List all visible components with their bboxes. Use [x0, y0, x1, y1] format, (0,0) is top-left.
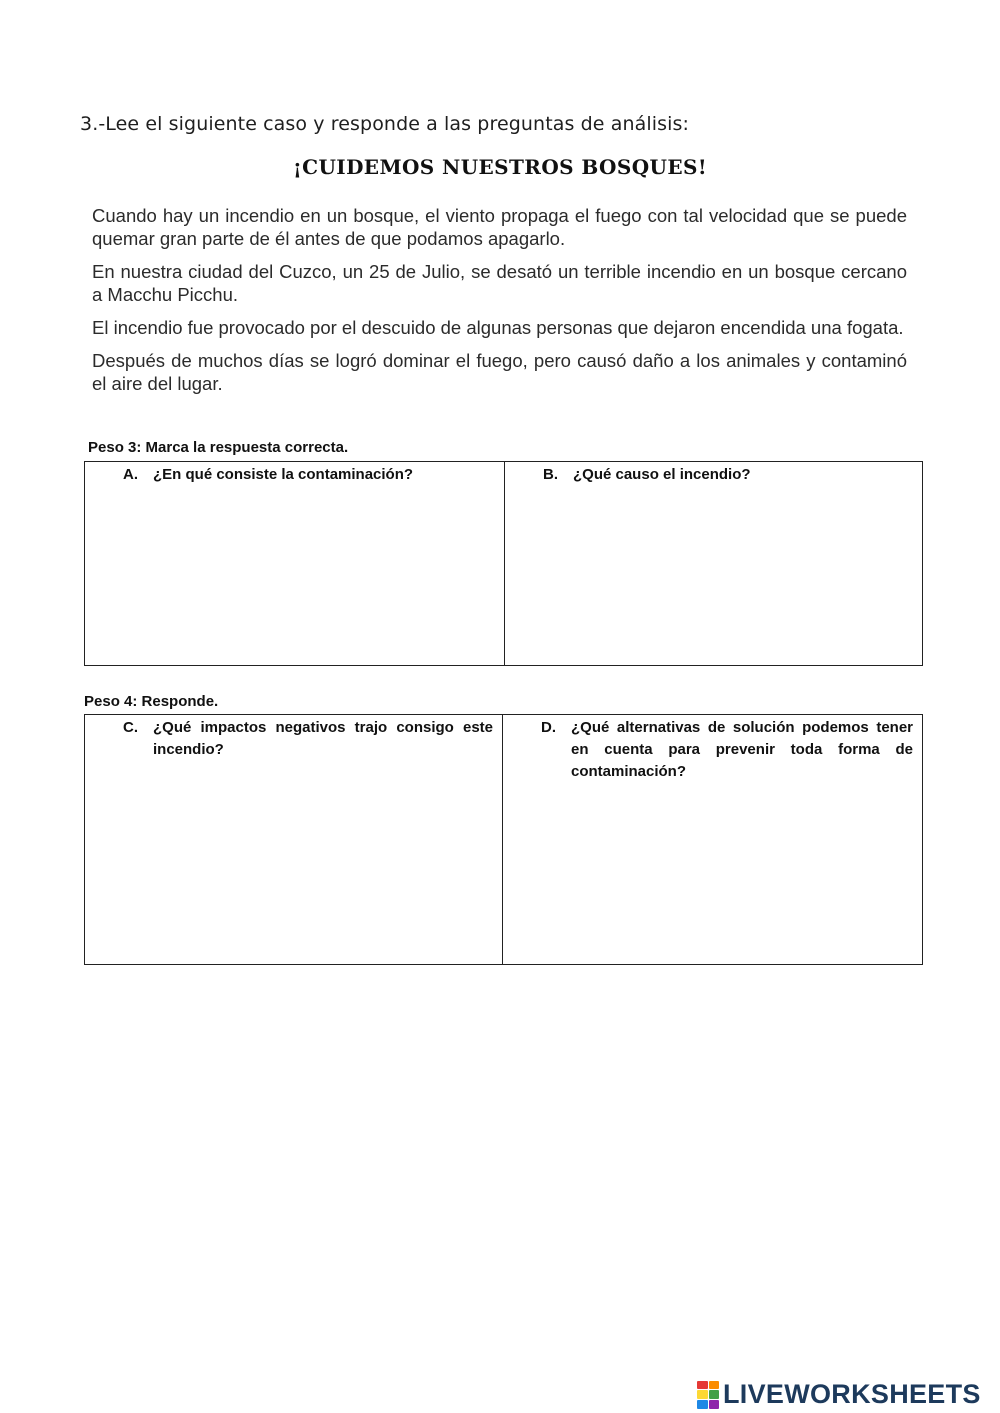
answer-box-c[interactable]	[85, 715, 502, 964]
peso-4-table	[84, 714, 923, 965]
logo-square	[697, 1381, 708, 1390]
logo-square	[697, 1390, 708, 1399]
story-paragraph: El incendio fue provocado por el descuido de algunas personas que dejaron encendida una fogata.	[92, 317, 904, 338]
peso-4-label: Peso 4: Responde.	[84, 693, 219, 710]
liveworksheets-logo-icon	[697, 1381, 719, 1409]
story-paragraph: En nuestra ciudad del Cuzco, un 25 de Julio, se desató un terrible incendio en un bosque cercano a Macchu Picchu.	[92, 261, 907, 305]
question-text: ¿En qué consiste la contaminación?	[153, 466, 414, 483]
answer-box-d[interactable]	[502, 715, 922, 964]
logo-square	[709, 1381, 720, 1390]
question-c	[123, 717, 493, 761]
question-text: ¿Qué alternativas de solución podemos tener en cuenta para prevenir toda forma de contaminación?	[571, 719, 913, 780]
question-b	[543, 464, 903, 486]
liveworksheets-logo	[697, 1379, 981, 1410]
instruction-text: 3.-Lee el siguiente caso y responde a las preguntas de análisis:	[80, 113, 689, 135]
question-a	[123, 464, 483, 486]
story-text	[92, 204, 907, 405]
logo-square	[697, 1400, 708, 1409]
story-paragraph: Cuando hay un incendio en un bosque, el viento propaga el fuego con tal velocidad que se puede quemar gran parte de él antes de que podamos apagarlo.	[92, 205, 907, 249]
question-letter: B.	[543, 466, 558, 483]
logo-text: LIVEWORKSHEETS	[723, 1379, 981, 1409]
logo-square	[709, 1390, 720, 1399]
question-text: ¿Qué causo el incendio?	[573, 466, 751, 483]
answer-box-b[interactable]	[504, 462, 922, 665]
question-letter: A.	[123, 466, 138, 483]
question-letter: D.	[541, 719, 556, 736]
logo-square	[709, 1400, 720, 1409]
question-letter: C.	[123, 719, 138, 736]
story-title: ¡CUIDEMOS NUESTROS BOSQUES!	[292, 155, 708, 179]
peso-3-label: Peso 3: Marca la respuesta correcta.	[88, 439, 349, 456]
answer-box-a[interactable]	[85, 462, 504, 665]
question-d	[541, 717, 913, 783]
question-text: ¿Qué impactos negativos trajo consigo este incendio?	[153, 719, 493, 758]
story-paragraph: Después de muchos días se logró dominar el fuego, pero causó daño a los animales y contaminó el aire del lugar.	[92, 350, 907, 394]
peso-3-table	[84, 461, 923, 666]
